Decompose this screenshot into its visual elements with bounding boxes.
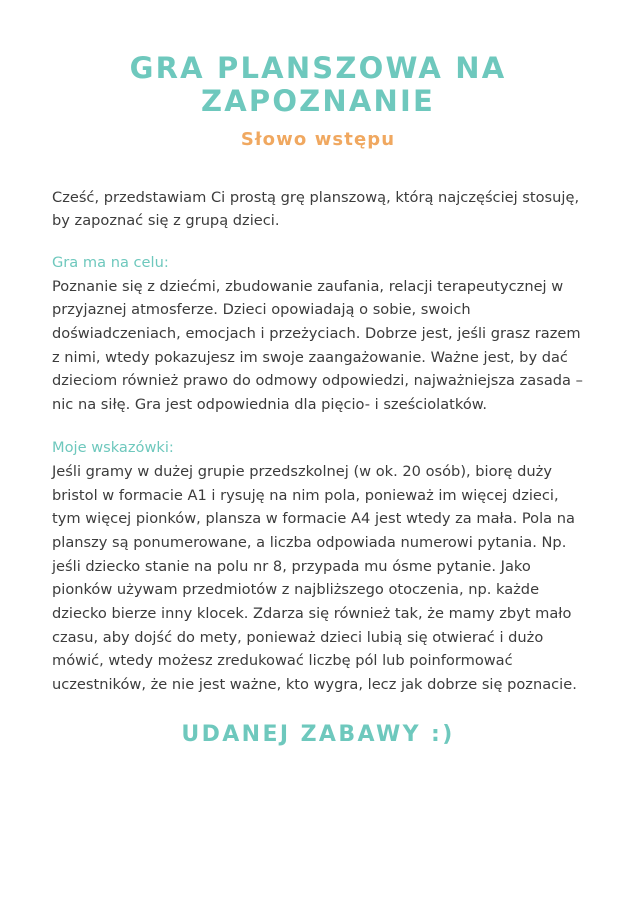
intro-paragraph: Cześć, przedstawiam Ci prostą grę planszową, którą najczęściej stosuję, by zapoznać się z grupą dzieci. [52, 188, 580, 230]
document-body [52, 186, 584, 752]
page-title: GRA PLANSZOWA NA ZAPOZNANIE [129, 51, 507, 119]
section-tips [52, 436, 584, 696]
section-goals-body: Poznanie się z dziećmi, zbudowanie zaufania, relacji terapeutycznej w przyjaznej atmosferze. Dzieci opowiadają o sobie, swoich doświadczeniach, emocjach i przeżyciach. Dobrze jest, jeśli grasz razem z nimi, wtedy pokazujesz im swoje zaangażowanie. Ważne jest, by dać dzieciom również prawo do odmowy odpowiedzi, najważniejsza zasada – nic na siłę. Gra jest odpowiednia dla pięcio- i sześciolatków. [52, 277, 583, 413]
closing-text: UDANEJ ZABAWY :) [181, 721, 455, 747]
section-goals [52, 251, 584, 416]
section-goals-heading: Gra ma na celu: [52, 253, 169, 271]
page-subtitle: Słowo wstępu [240, 128, 396, 150]
section-tips-heading: Moje wskazówki: [52, 439, 174, 457]
section-tips-body: Jeśli gramy w dużej grupie przedszkolnej (w ok. 20 osób), biorę duży bristol w formacie A1 i rysuję na nim pola, ponieważ im więcej dzieci, tym więcej pionków, plansza w formacie A4 jest wtedy za mała. Pola na planszy są ponumerowane, a liczba odpowiada numerowi pytania. Np. jeśli dziecko stanie na polu nr 8, przypada mu ósme pytanie. Jako pionków używam przedmiotów z najbliższego otoczenia, np. każde dziecko bierze inny klocek. Zdarza się również tak, że mamy zbyt mało czasu, aby dojść do mety, ponieważ dzieci lubią się otwierać i dużo mówić, wtedy możesz zredukować liczbę pól lub poinformować uczestników, że nie jest ważne, kto wygra, lecz jak dobrze się poznacie. [52, 463, 577, 693]
